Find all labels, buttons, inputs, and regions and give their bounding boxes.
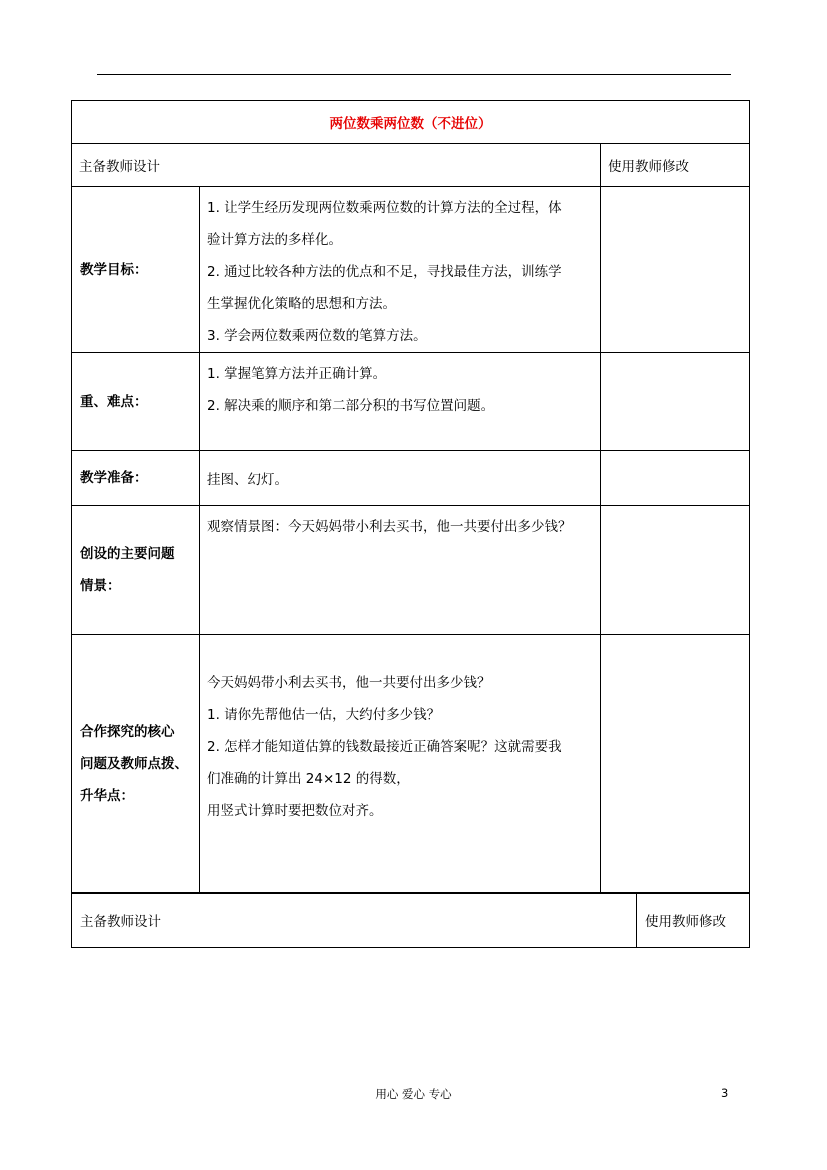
inquiry-line: 们准确的计算出 24×12 的得数， <box>207 771 410 787</box>
objectives-line: 验计算方法的多样化。 <box>207 232 342 248</box>
second-header-main-teacher: 主备教师设计 <box>72 893 637 948</box>
inquiry-content <box>200 635 601 894</box>
objectives-content <box>200 187 601 353</box>
second-header-using-teacher: 使用教师修改 <box>637 893 750 948</box>
inquiry-label-line: 问题及教师点拨、 <box>80 756 188 772</box>
preparation-notes <box>601 451 750 506</box>
keypoints-label: 重、难点： <box>72 353 200 451</box>
inquiry-row <box>72 635 750 894</box>
keypoints-content <box>200 353 601 451</box>
preparation-label: 教学准备： <box>72 451 200 506</box>
second-header-row <box>72 893 750 948</box>
page-number: 3 <box>721 1086 729 1100</box>
objectives-line: 2. 通过比较各种方法的优点和不足，寻找最佳方法，训练学 <box>207 264 562 280</box>
inquiry-line: 2. 怎样才能知道估算的钱数最接近正确答案呢？这就需要我 <box>207 739 562 755</box>
keypoints-line: 2. 解决乘的顺序和第二部分积的书写位置问题。 <box>207 398 495 414</box>
header-row <box>72 144 750 187</box>
inquiry-label-line: 合作探究的核心 <box>80 724 175 740</box>
objectives-line: 1. 让学生经历发现两位数乘两位数的计算方法的全过程，体 <box>207 200 562 216</box>
inquiry-notes <box>601 635 750 894</box>
keypoints-notes <box>601 353 750 451</box>
scenario-label-line: 情景： <box>80 578 121 594</box>
scenario-label <box>72 506 200 635</box>
keypoints-line: 1. 掌握笔算方法并正确计算。 <box>207 366 387 382</box>
inquiry-line: 用竖式计算时要把数位对齐。 <box>207 803 383 819</box>
title-row <box>72 101 750 144</box>
scenario-content <box>200 506 601 635</box>
scenario-line: 观察情景图：今天妈妈带小利去买书，他一共要付出多少钱？ <box>207 519 572 535</box>
scenario-notes <box>601 506 750 635</box>
inquiry-label-line: 升华点： <box>80 788 134 804</box>
scenario-label-line: 创设的主要问题 <box>80 546 175 562</box>
second-header-table <box>71 892 750 948</box>
objectives-notes <box>601 187 750 353</box>
inquiry-line: 1. 请你先帮他估一估，大约付多少钱？ <box>207 707 441 723</box>
header-main-teacher: 主备教师设计 <box>72 144 601 187</box>
lesson-title: 两位数乘两位数（不进位） <box>72 101 750 144</box>
header-rule <box>97 74 731 75</box>
scenario-row <box>72 506 750 635</box>
preparation-content: 挂图、幻灯。 <box>200 451 601 506</box>
footer-motto: 用心 爱心 专心 <box>375 1087 452 1101</box>
objectives-row <box>72 187 750 353</box>
header-using-teacher: 使用教师修改 <box>601 144 750 187</box>
inquiry-label <box>72 635 200 894</box>
objectives-line: 3. 学会两位数乘两位数的笔算方法。 <box>207 328 427 344</box>
keypoints-row <box>72 353 750 451</box>
preparation-row <box>72 451 750 506</box>
inquiry-line: 今天妈妈带小利去买书，他一共要付出多少钱？ <box>207 675 491 691</box>
objectives-label: 教学目标： <box>72 187 200 353</box>
lesson-plan-table <box>71 100 750 894</box>
objectives-line: 生掌握优化策略的思想和方法。 <box>207 296 396 312</box>
